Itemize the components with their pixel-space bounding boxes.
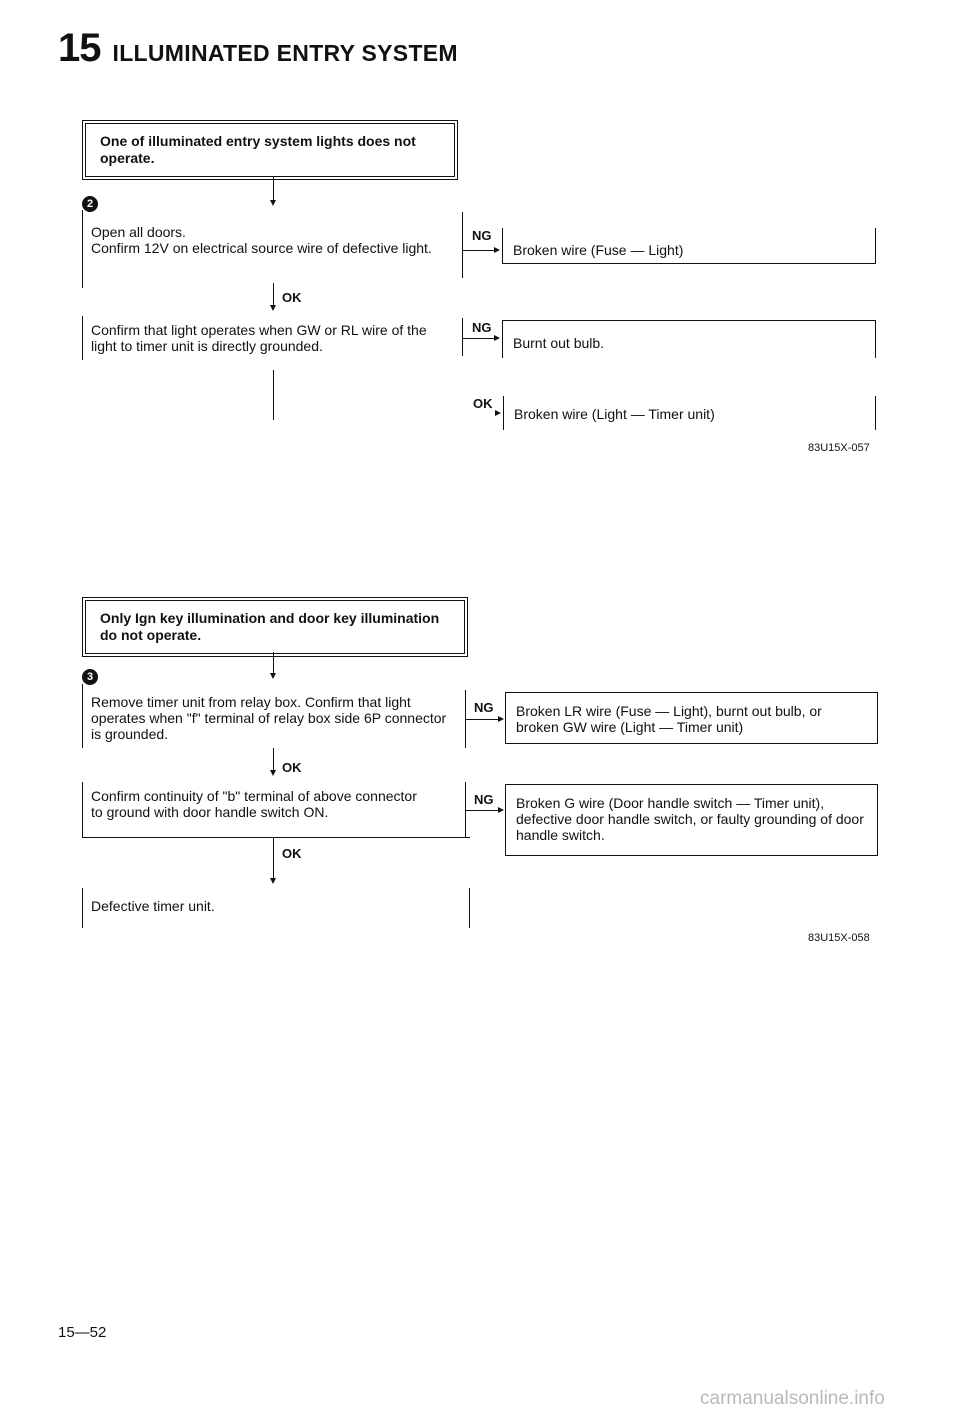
flow2-result2-box xyxy=(502,320,876,358)
flow3-connector-3 xyxy=(273,838,274,880)
flow2-step2 xyxy=(82,316,454,360)
section-number: 15 xyxy=(58,26,101,70)
flow3-ng1-line xyxy=(465,719,498,720)
flow2-ng1-label: NG xyxy=(472,228,492,243)
flow3-result1: Broken LR wire (Fuse — Light), burnt out bulb, or broken GW wire (Light — Timer unit) xyxy=(516,703,822,735)
flow3-arrow-2 xyxy=(270,770,276,776)
flow2-arrow-2 xyxy=(270,305,276,311)
flow2-ok2-label: OK xyxy=(473,396,493,411)
flow3-connector-2 xyxy=(273,748,274,772)
page-number: 15—52 xyxy=(58,1324,107,1341)
flow2-title: One of illuminated entry system lights does not operate. xyxy=(85,123,455,177)
flow2-step1-text: Open all doors. Confirm 12V on electrical source wire of defective light. xyxy=(91,224,432,256)
flow2-step-marker: 2 xyxy=(82,196,98,212)
section-title: ILLUMINATED ENTRY SYSTEM xyxy=(112,40,458,66)
flow2-connector-3 xyxy=(273,370,274,420)
flow2-ng-rail-2 xyxy=(462,318,463,356)
flow2-ok2-arrow xyxy=(495,410,501,416)
flow3-ng2-line xyxy=(465,810,498,811)
flow3-ng1-label: NG xyxy=(474,700,494,715)
flow2-result3: Broken wire (Light — Timer unit) xyxy=(514,406,715,422)
flow3-step1 xyxy=(82,684,456,748)
flow3-result2-box xyxy=(505,784,878,856)
flow3-step2-text: Confirm continuity of "b" terminal of above connector to ground with door handle switch ON. xyxy=(91,788,417,820)
flow3-title: Only Ign key illumination and door key illumination do not operate. xyxy=(85,600,465,654)
flow2-result1: Broken wire (Fuse — Light) xyxy=(513,242,684,258)
flow3-step1-text: Remove timer unit from relay box. Confirm that light operates when "f" terminal of relay box side 6P connector is grounded. xyxy=(91,694,447,742)
flow2-connector-1 xyxy=(273,177,274,201)
flow2-step2-text: Confirm that light operates when GW or RL wire of the light to timer unit is directly grounded. xyxy=(91,322,427,354)
flow2-result1-box xyxy=(502,228,876,264)
flow2-ng2-label: NG xyxy=(472,320,492,335)
flow2-arrow-1 xyxy=(270,200,276,206)
flow3-result1-box xyxy=(505,692,878,744)
flow3-arrow-1 xyxy=(270,673,276,679)
flow3-ng1-arrow xyxy=(498,716,504,722)
flow2-result2: Burnt out bulb. xyxy=(513,335,605,351)
flow2-ng2-arrow xyxy=(494,335,500,341)
flow3-ok1-label: OK xyxy=(282,760,302,775)
flow2-ng1-arrow xyxy=(494,247,500,253)
flow3-figure-ref: 83U15X-058 xyxy=(808,932,870,944)
flow2-ng2-line xyxy=(462,338,494,339)
flow3-title-box xyxy=(82,597,468,657)
page-header xyxy=(58,26,458,71)
flow2-title-box xyxy=(82,120,458,180)
flow2-ok1-label: OK xyxy=(282,290,302,305)
flow3-connector-1 xyxy=(273,652,274,674)
flow2-step1 xyxy=(82,210,454,288)
flow3-step-marker: 3 xyxy=(82,669,98,685)
flow3-ng2-arrow xyxy=(498,807,504,813)
flow3-step3 xyxy=(82,888,470,928)
flow3-ok2-label: OK xyxy=(282,846,302,861)
watermark: carmanualsonline.info xyxy=(700,1388,885,1409)
flow3-step2 xyxy=(82,782,470,838)
flow3-step3-text: Defective timer unit. xyxy=(91,898,215,914)
flow2-figure-ref: 83U15X-057 xyxy=(808,442,870,454)
flow3-arrow-3 xyxy=(270,878,276,884)
flow2-ng1-line xyxy=(462,250,494,251)
flow2-ng-rail-1 xyxy=(462,212,463,278)
flow3-result2: Broken G wire (Door handle switch — Timer unit), defective door handle switch, or faulty grounding of door handle switch. xyxy=(516,795,864,843)
flow2-result3-box xyxy=(503,396,876,430)
flow3-ng2-label: NG xyxy=(474,792,494,807)
